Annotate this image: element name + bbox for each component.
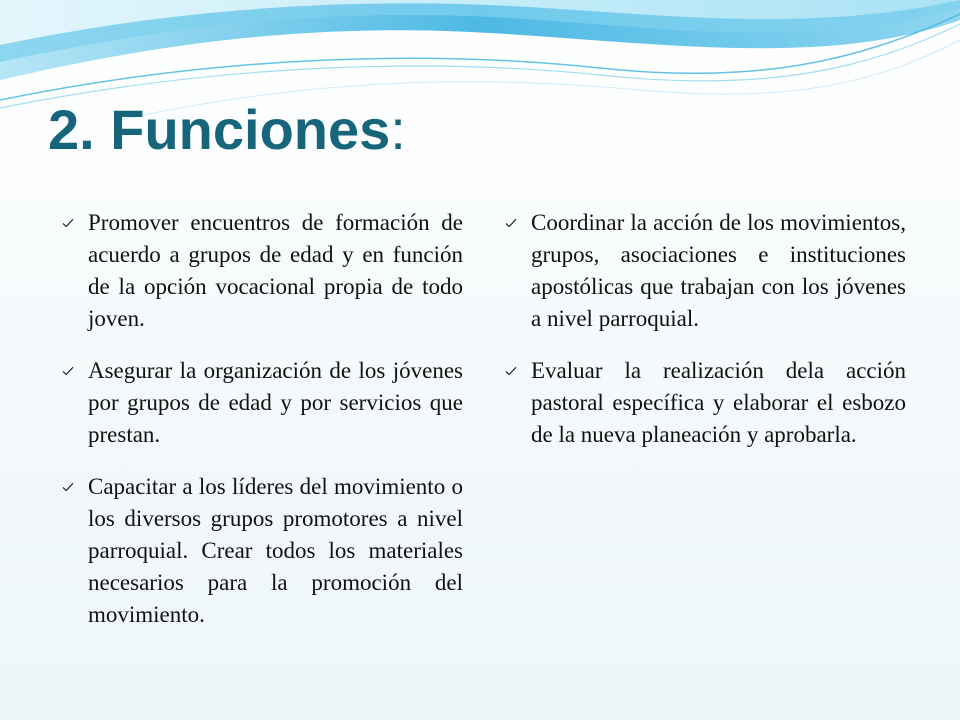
slide-title-text: 2. Funciones [48, 98, 391, 161]
check-icon [62, 482, 74, 492]
bullet-item [60, 355, 463, 451]
bullet-text: Capacitar a los líderes del movimiento o los diversos grupos promotores a nivel parroquial. Crear todos los materiales necesarios para la promoción del movimiento. [88, 474, 463, 627]
bullet-item [60, 207, 463, 335]
bullet-list [60, 207, 906, 667]
bullet-text: Evaluar la realización dela acción pastoral específica y elaborar el esbozo de la nueva planeación y aprobarla. [531, 358, 906, 447]
slide-body [60, 207, 906, 667]
bullet-text: Asegurar la organización de los jóvenes por grupos de edad y por servicios que prestan. [88, 358, 463, 447]
slide-title-colon: : [390, 98, 406, 161]
bullet-text: Coordinar la acción de los movimientos, grupos, asociaciones e instituciones apostólicas que trabajan con los jóvenes a nivel parroquial. [531, 210, 906, 331]
bullet-item [60, 471, 463, 631]
check-icon [505, 366, 517, 376]
check-icon [62, 218, 74, 228]
slide-title [48, 98, 406, 161]
check-icon [62, 366, 74, 376]
bullet-item [503, 207, 906, 335]
bullet-item [503, 355, 906, 451]
check-icon [505, 218, 517, 228]
bullet-text: Promover encuentros de formación de acuerdo a grupos de edad y en función de la opción vocacional propia de todo joven. [88, 210, 463, 331]
